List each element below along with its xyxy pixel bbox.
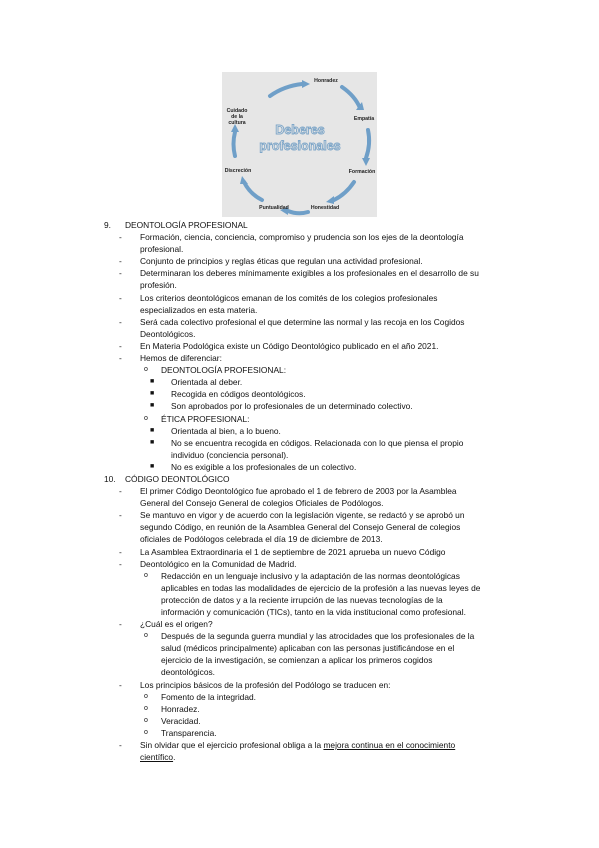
list-item: - Se mantuvo en vigor y de acuerdo con la legislación vigente, se redactó y se aprobó un [119, 510, 465, 521]
node-empatia: Empatía [353, 116, 375, 122]
list-item: - Conjunto de principios y reglas éticas que regulan una actividad profesional. [119, 256, 423, 267]
list-item: - La Asamblea Extraordinaria el 1 de septiembre de 2021 aprueba un nuevo Código [119, 546, 446, 557]
node-formacion: Formación [348, 169, 376, 175]
list-item: - Será cada colectivo profesional el que determine las normal y las recoja en los Cogidos [119, 316, 465, 327]
underlined-text: científico [140, 752, 174, 763]
sub-sublist-item: ■ Orientada al deber. [150, 377, 243, 388]
node-puntualidad: Puntualidad [259, 205, 289, 211]
list-item-continuation: especializados en esta materia. [140, 304, 258, 315]
node-discrecion: Discreción [224, 168, 252, 174]
list-item-continuation: segundo Código, en reunión de la Asamblea General del Consejo General de colegios [140, 522, 461, 533]
list-item: - Sin olvidar que el ejercicio profesional obliga a la mejora continua en el conocimiento [119, 740, 456, 751]
list-item: - Deontológico en la Comunidad de Madrid. [119, 558, 297, 569]
principle-item: o Transparencia. [144, 727, 217, 738]
node-cultura-line3: cultura [228, 120, 246, 126]
principle-item: o Honradez. [144, 703, 200, 714]
list-item-continuation: profesional. [140, 244, 184, 255]
list-item: - Formación, ciencia, conciencia, compromiso y prudencia son los ejes de la deontología [119, 232, 464, 243]
sub-sublist-item: ■ No se encuentra recogida en códigos. Relacionada con lo que piensa el propio [150, 437, 464, 448]
list-item-continuation: profesión. [140, 280, 177, 291]
list-item: - Los criterios deontológicos emanan de los comités de los colegios profesionales [119, 292, 438, 303]
sublist-continuation: salud (médicos principalmente) aplicaban con las personas justificándose en el [161, 643, 455, 654]
sublist-continuation: protección de datos y a la reciente irrupción de las nuevas tecnologías de la [161, 594, 443, 605]
sublist-continuation: ejercicio de la investigación, se comienzan a aplicar los primeros cogidos [161, 655, 433, 666]
sublist-continuation: aplicables en todas las modalidades de ejercicio de la profesión a las nuevas leyes de [161, 582, 481, 593]
section-number: 9. [104, 220, 111, 230]
section-9-heading [104, 219, 524, 231]
sub-sublist-item: ■ Orientada al bien, a lo bueno. [150, 425, 281, 436]
sublist-continuation: información y comunicación (TICs), tanto en la vida institucional como profesional. [161, 607, 466, 617]
list-item: - ¿Cuál es el origen? [119, 619, 213, 630]
sub-sublist-item: ■ No es exigible a los profesionales de un colectivo. [150, 461, 357, 472]
node-honradez: Honradez [314, 78, 338, 84]
center-title-line1: Deberes [275, 123, 325, 137]
list-item: - Los principios básicos de la profesión del Podólogo se traducen en: [119, 679, 391, 690]
arrow-7 [234, 132, 236, 156]
principle-item: o Fomento de la integridad. [144, 691, 256, 702]
sublist-item: o Redacción en un lenguaje inclusivo y la adaptación de las normas deontológicas [144, 570, 460, 581]
sublist-continuation: deontológicos. [161, 667, 216, 678]
sublist-item-deontologia: o DEONTOLOGÍA PROFESIONAL: [144, 365, 287, 376]
section-title: DEONTOLOGÍA PROFESIONAL [125, 220, 248, 230]
sublist-item-etica: o ÉTICA PROFESIONAL: [144, 413, 250, 424]
section-10-heading [104, 473, 524, 485]
sub-sublist-item: ■ Son aprobados por lo profesionales de un determinado colectivo. [150, 401, 413, 412]
list-item-continuation: científico. [140, 752, 176, 763]
list-item-continuation: Deontológicos. [140, 328, 196, 339]
center-title-line2: profesionales [259, 139, 341, 153]
sublist-item: o Después de la segunda guerra mundial y las atrocidades que los profesionales de la [144, 631, 475, 642]
underlined-text: mejora continua en el conocimiento [323, 740, 456, 751]
deberes-diagram [222, 72, 377, 217]
list-item: - Hemos de diferenciar: [119, 353, 222, 364]
sub-sublist-item: ■ Recogida en códigos deontológicos. [150, 389, 306, 400]
sub-sublist-continuation: individuo (conciencia personal). [171, 449, 289, 460]
node-cultura-line1: Cuidado [226, 108, 248, 114]
section-title: CÓDIGO DEONTOLÓGICO [125, 473, 230, 484]
list-item: - Determinaran los deberes mínimamente exigibles a los profesionales en el desarrollo de su [119, 268, 479, 279]
arrow-5 [288, 211, 308, 213]
node-cultura-line2: de la [231, 114, 243, 120]
list-item: - El primer Código Deontológico fue aprobado el 1 de febrero de 2003 por la Asamblea [119, 486, 457, 497]
list-item: - En Materia Podológica existe un Código Deontológico publicado en el año 2021. [119, 340, 439, 351]
section-number: 10. [104, 473, 116, 484]
list-item-continuation: General del Consejo General de colegios Oficiales de Podólogos. [140, 498, 384, 509]
document-body [104, 219, 524, 763]
node-honestidad: Honestidad [310, 205, 340, 211]
principle-item: o Veracidad. [144, 715, 201, 726]
list-item-continuation: oficiales de Podólogos celebrada el día 19 de diciembre de 2013. [140, 534, 383, 545]
